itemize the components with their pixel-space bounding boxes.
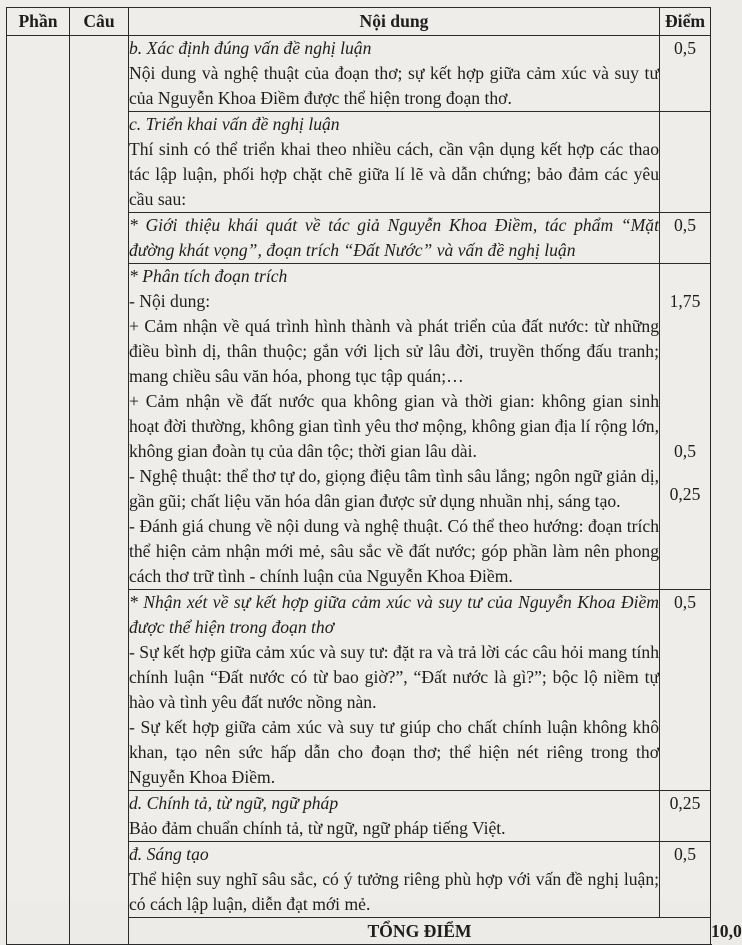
score-dd: 0,5 (660, 842, 711, 918)
content-cell-analysis (129, 264, 660, 590)
content-point-1: + Cảm nhận về quá trình hình thành và phát triển của đất nước: từ những điều bình dị, thân thuộc; gắn với lịch sử lâu đời, truyền thống đấu tranh; mang chiều sâu văn hóa, phong tục tập quán;… (129, 316, 659, 386)
phan-cell (7, 36, 70, 945)
header-noi-dung: Nội dung (129, 8, 660, 36)
score-analysis (660, 264, 711, 590)
score-overall: 0,25 (669, 484, 701, 504)
text-b: Nội dung và nghệ thuật của đoạn thơ; sự kết hợp giữa cảm xúc và suy tư của Nguyễn Khoa Điềm được thể hiện trong đoạn thơ. (129, 63, 659, 108)
table-header-row (7, 8, 711, 36)
heading-analysis: * Phân tích đoạn trích (129, 266, 288, 286)
header-diem: Điểm (660, 8, 711, 36)
art-text: - Nghệ thuật: thể thơ tự do, giọng điệu tâm tình sâu lắng; ngôn ngữ giản dị, gần gũi; chất liệu văn hóa dân gian được sử dụng nhuần nhị, sáng tạo. (129, 466, 659, 511)
header-phan: Phần (7, 8, 70, 36)
heading-comment: * Nhận xét về sự kết hợp giữa cảm xúc và suy tư của Nguyễn Khoa Điềm được thể hiện trong đoạn thơ (129, 592, 659, 637)
text-d: Bảo đảm chuẩn chính tả, từ ngữ, ngữ pháp tiếng Việt. (129, 818, 506, 838)
overall-text: - Đánh giá chung về nội dung và nghệ thuật. Có thể theo hướng: đoạn trích thể hiện cảm nhận mới mẻ, sâu sắc về đất nước; góp phần làm nên phong cách thơ trữ tình - chính luận của Nguyễn Khoa Điềm. (129, 516, 659, 586)
content-cell-d (129, 791, 660, 842)
cau-cell (70, 36, 129, 945)
text-dd: Thể hiện suy nghĩ sâu sắc, có ý tưởng riêng phù hợp với vấn đề nghị luận; có cách lập luận, diễn đạt mới mẻ. (129, 869, 659, 914)
heading-d: d. Chính tả, từ ngữ, ngữ pháp (129, 793, 339, 813)
heading-intro: * Giới thiệu khái quát về tác giả Nguyễn Khoa Điềm, tác phẩm “Mặt đường khát vọng”, đoạn trích “Đất Nước” và vấn đề nghị luận (129, 215, 659, 260)
score-b: 0,5 (660, 36, 711, 112)
content-cell-dd (129, 842, 660, 918)
heading-c: c. Triển khai vấn đề nghị luận (129, 114, 340, 134)
score-content: 1,75 (669, 291, 701, 311)
score-c (660, 112, 711, 213)
content-point-2: + Cảm nhận về đất nước qua không gian và thời gian: không gian sinh hoạt đời thường, không gian tình yêu thơ mộng, không gian địa lí rộng lớn, không gian đoàn tụ của dân tộc; thời gian lâu dài. (129, 391, 659, 461)
total-row: TỔNG ĐIỂM 10,0 (7, 918, 711, 945)
table-row (7, 36, 711, 112)
heading-b: b. Xác định đúng vấn đề nghị luận (129, 38, 372, 58)
content-cell-b (129, 36, 660, 112)
comment-point-1: - Sự kết hợp giữa cảm xúc và suy tư: đặt ra và trả lời các câu hỏi mang tính chính luận “Đất nước có từ bao giờ?”, “Đất nước là gì?”; bộc lộ niềm tự hào và tình yêu đất nước nồng nàn. (129, 642, 659, 712)
comment-point-2: - Sự kết hợp giữa cảm xúc và suy tư giúp cho chất chính luận không khô khan, tạo nên sức hấp dẫn cho đoạn thơ; thể hiện nét riêng trong thơ Nguyễn Khoa Điềm. (129, 717, 659, 787)
header-cau: Câu (70, 8, 129, 36)
total-label: TỔNG ĐIỂM (129, 918, 711, 945)
content-cell-intro (129, 213, 660, 264)
grading-table (6, 7, 742, 945)
score-comment: 0,5 (660, 590, 711, 791)
score-art: 0,5 (674, 441, 696, 461)
score-d: 0,25 (660, 791, 711, 842)
content-cell-c (129, 112, 660, 213)
heading-dd: đ. Sáng tạo (129, 844, 209, 864)
score-intro: 0,5 (660, 213, 711, 264)
text-c: Thí sinh có thể triển khai theo nhiều cách, cần vận dụng kết hợp các thao tác lập luận, phối hợp chặt chẽ giữa lí lẽ và dẫn chứng; bảo đảm các yêu cầu sau: (129, 139, 659, 209)
content-label: - Nội dung: (129, 291, 211, 311)
content-cell-comment (129, 590, 660, 791)
